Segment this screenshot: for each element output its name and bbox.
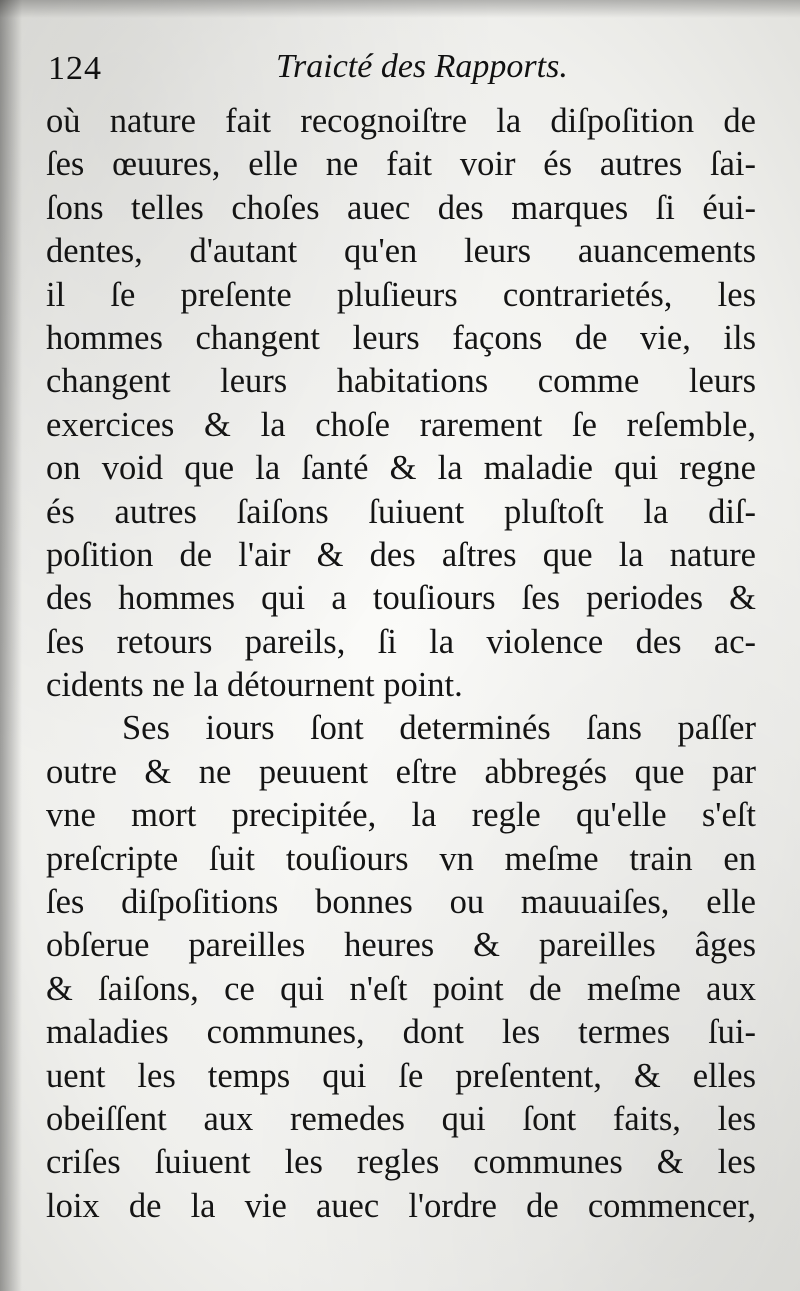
paragraph-start-line: Ses iours ſont determinés ſans paſſer	[122, 709, 756, 748]
running-title: Traicté des Rapports.	[276, 48, 568, 85]
text-line: dentes, d'autant qu'en leurs auancements	[46, 232, 756, 271]
text-line: preſcripte ſuit touſiours vn meſme train en	[46, 839, 756, 878]
text-line: on void que la ſanté & la maladie qui regne	[46, 449, 756, 488]
text-line: ſes retours pareils, ſi la violence des ac-	[46, 622, 756, 661]
text-line: outre & ne peuuent eſtre abbregés que par	[46, 752, 756, 791]
text-line: uent les temps qui ſe preſentent, & elles	[46, 1056, 756, 1095]
text-line: obſerue pareilles heures & pareilles âges	[46, 926, 756, 965]
text-line: & ſaiſons, ce qui n'eſt point de meſme aux	[46, 969, 756, 1008]
text-line: il ſe preſente pluſieurs contrarietés, les	[46, 275, 756, 314]
text-line: loix de la vie auec l'ordre de commencer,	[46, 1186, 756, 1225]
page-number: 124	[48, 50, 102, 87]
text-line: hommes changent leurs façons de vie, ils	[46, 318, 756, 357]
text-line: changent leurs habitations comme leurs	[46, 362, 756, 401]
text-line: és autres ſaiſons ſuiuent pluſtoſt la diſ-	[46, 492, 756, 531]
text-line: des hommes qui a touſiours ſes periodes &	[46, 579, 756, 618]
text-line: exercices & la choſe rarement ſe reſemble,	[46, 405, 756, 444]
text-line: obeiſſent aux remedes qui ſont faits, les	[46, 1099, 756, 1138]
text-line: poſition de l'air & des aſtres que la nature	[46, 535, 756, 574]
page-edge-shadow-left	[0, 0, 22, 1291]
page-edge-shadow-top	[0, 0, 800, 18]
text-line: criſes ſuiuent les regles communes & les	[46, 1143, 756, 1182]
text-line: où nature fait recognoiſtre la diſpoſition de	[46, 102, 756, 140]
text-line: ſes œuures, elle ne fait voir és autres ſai-	[46, 145, 756, 184]
text-line: ſons telles choſes auec des marques ſi éui-	[46, 188, 756, 227]
text-line: maladies communes, dont les termes ſui-	[46, 1013, 756, 1052]
page-header	[48, 44, 758, 94]
body-text	[46, 100, 756, 1228]
text-line: vne mort precipitée, la regle qu'elle s'eſt	[46, 796, 756, 835]
text-line: ſes diſpoſitions bonnes ou mauuaiſes, elle	[46, 883, 756, 922]
paragraph-end-line: cidents ne la détournent point.	[46, 666, 463, 705]
